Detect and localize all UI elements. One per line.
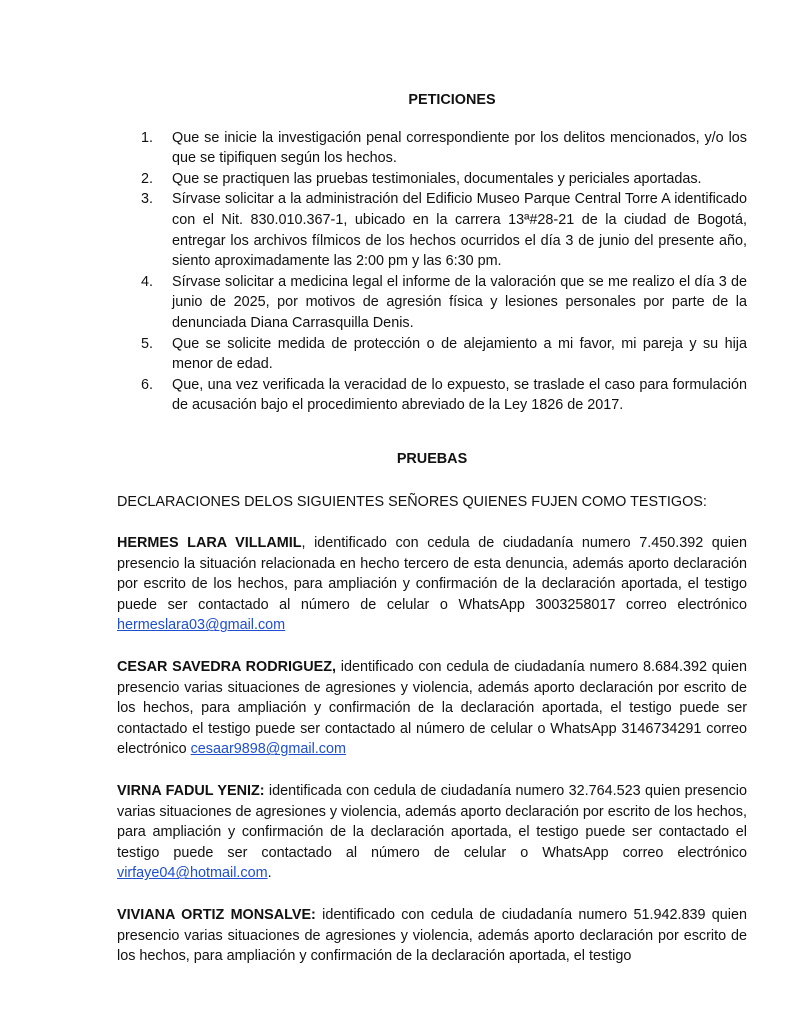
witness-paragraph bbox=[117, 657, 747, 760]
peticion-number: 3. bbox=[141, 191, 154, 208]
peticion-number: 4. bbox=[141, 273, 154, 290]
witness-paragraph bbox=[117, 781, 747, 884]
peticion-number: 2. bbox=[141, 170, 154, 187]
witness-name: CESAR SAVEDRA RODRIGUEZ, bbox=[117, 659, 337, 676]
witness-email-link[interactable]: virfaye04@hotmail.com bbox=[117, 865, 268, 882]
witness-text: identificada con cedula de ciudadanía numero 32.764.523 quien presencio varias situaciones de agresiones y violencia, además aporto declaración por escrito de los hechos, para ampliación y confirmación de la declaración aportada, el testigo puede ser contactado el testigo puede ser contactado al número de celular o WhatsApp correo electrónico bbox=[117, 783, 747, 861]
witness-text: identificado con cedula de ciudadanía numero 51.942.839 quien presencio varias situaciones de agresiones y violencia, además aporto declaración por escrito de los hechos, para ampliación y confirmación de la declaración aportada, el testigo bbox=[117, 907, 747, 965]
peticion-item bbox=[138, 375, 747, 416]
peticion-item bbox=[138, 189, 747, 271]
peticion-text: Sírvase solicitar a medicina legal el informe de la valoración que se me realizo el día 3 de junio de 2025, por motivos de agresión física y lesiones personales por parte de la denunciada Diana Carrasquilla Denis. bbox=[172, 273, 747, 331]
peticiones-heading: PETICIONES bbox=[408, 92, 496, 108]
witness-email-link[interactable]: hermeslara03@gmail.com bbox=[117, 617, 286, 634]
witness-text: identificado con cedula de ciudadanía numero 8.684.392 quien presencio varias situaciones de agresiones y violencia, además aporto declaración por escrito de los hechos, para ampliación y confirmación de la declaración aportada, el testigo puede ser contactado el testigo puede ser contactado al número de celular o WhatsApp 3146734291 correo electrónico bbox=[117, 659, 747, 758]
witness-name: VIVIANA ORTIZ MONSALVE: bbox=[117, 907, 316, 923]
peticion-text: Sírvase solicitar a la administración del Edificio Museo Parque Central Torre A identificado con el Nit. 830.010.367-1, ubicado en la carrera 13ª#28-21 de la ciudad de Bogotá, entregar los archivos fílmicos de los hechos ocurridos el día 3 de junio del presente año, siento aproximadamente las 2:00 pm y las 6:30 pm. bbox=[172, 191, 747, 270]
peticion-text: Que se inicie la investigación penal correspondiente por los delitos mencionados, y/o los que se tipifiquen según los hechos. bbox=[172, 129, 747, 167]
witness-after: . bbox=[267, 865, 272, 882]
peticiones-list bbox=[117, 128, 747, 416]
peticion-text: Que se practiquen las pruebas testimoniales, documentales y periciales aportadas. bbox=[172, 170, 702, 187]
witness-name: VIRNA FADUL YENIZ: bbox=[117, 783, 265, 800]
pruebas-intro: DECLARACIONES DELOS SIGUIENTES SEÑORES QUIENES FUJEN COMO TESTIGOS: bbox=[117, 493, 707, 510]
peticion-item bbox=[138, 334, 747, 375]
witness-paragraph bbox=[117, 905, 747, 967]
witness-text: , identificado con cedula de ciudadanía numero 7.450.392 quien presencio la situación relacionada en hecho tercero de esta denuncia, además aporto declaración por escrito de los hechos, para ampliación y confirmación de la declaración aportada, el testigo puede ser contactado al número de celular o WhatsApp 3003258017 correo electrónico bbox=[117, 535, 748, 613]
peticion-text: Que se solicite medida de protección o de alejamiento a mi favor, mi pareja y su hija menor de edad. bbox=[172, 335, 747, 373]
peticion-item bbox=[138, 128, 747, 169]
peticion-text: Que, una vez verificada la veracidad de lo expuesto, se traslade el caso para formulación de acusación bajo el procedimiento abreviado de la Ley 1826 de 2017. bbox=[172, 376, 747, 414]
peticion-number: 6. bbox=[141, 376, 154, 393]
peticion-item bbox=[138, 272, 747, 334]
witness-name: HERMES LARA VILLAMIL bbox=[117, 535, 302, 552]
peticion-number: 1. bbox=[141, 129, 154, 146]
peticion-item bbox=[138, 169, 747, 190]
pruebas-heading: PRUEBAS bbox=[396, 450, 468, 467]
witness-paragraph bbox=[117, 533, 747, 636]
peticion-number: 5. bbox=[141, 335, 154, 352]
witness-email-link[interactable]: cesaar9898@gmail.com bbox=[190, 741, 346, 758]
